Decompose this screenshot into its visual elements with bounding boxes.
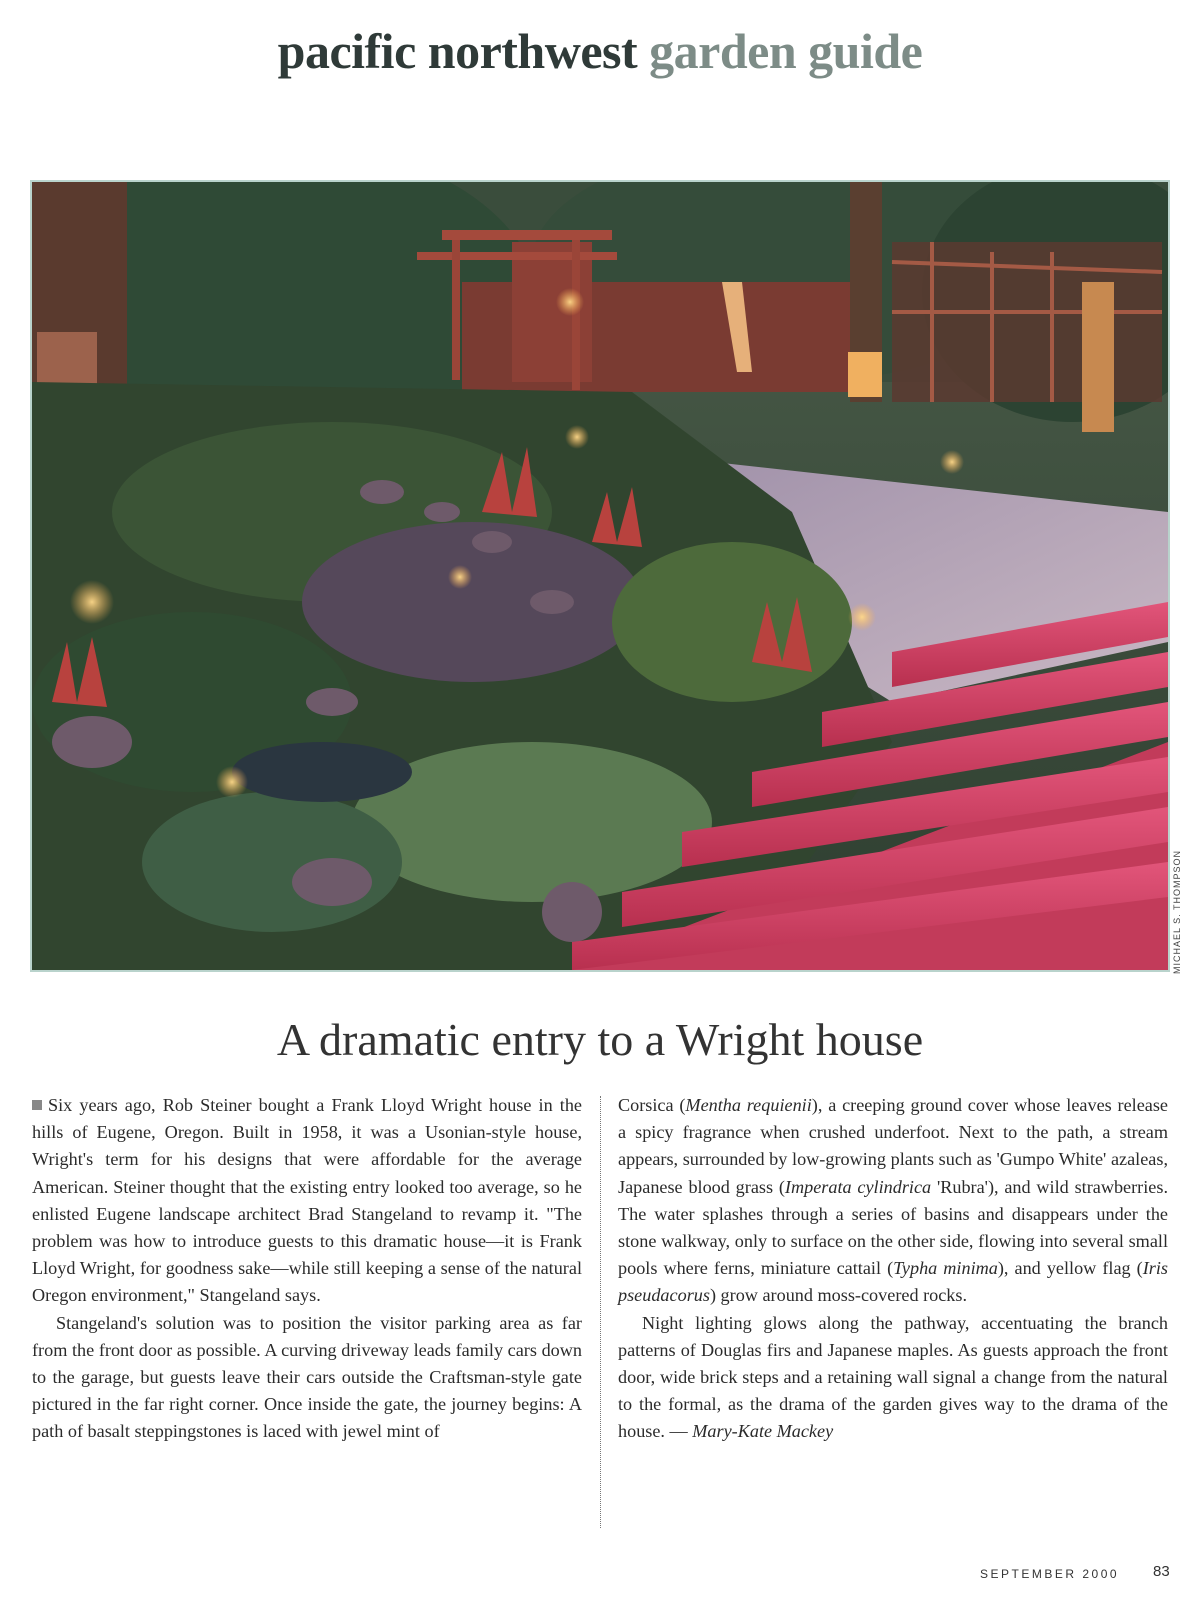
text-run: ), and yellow flag ( xyxy=(997,1258,1143,1279)
section-title-light: garden guide xyxy=(649,23,923,79)
text-run: Corsica ( xyxy=(618,1095,686,1115)
text-run: 'Rubra'), and wild strawberries. The water splashes through a series of basins and disappears under the stone walkway, only to surface on the other side, flowing into several small pools where ferns, miniature cattail ( xyxy=(618,1176,1168,1279)
column-divider xyxy=(600,1096,601,1528)
article-column-left xyxy=(32,1092,582,1446)
article-paragraph xyxy=(618,1092,1168,1310)
magazine-section-title xyxy=(0,22,1200,80)
paragraph-text: Six years ago, Rob Steiner bought a Frank Lloyd Wright house in the hills of Eugene, Oregon. Built in 1958, it was a Usonian-style house, Wright's term for his designs that were affordable for the average American. Steiner thought that the existing entry looked too average, so he enlisted Eugene landscape architect Brad Stangeland to revamp it. "The problem was how to introduce guests to this dramatic house—it is Frank Lloyd Wright, for goodness sake—while still keeping a sense of the natural Oregon environment," Stangeland says. xyxy=(32,1095,582,1306)
issue-date: SEPTEMBER 2000 xyxy=(980,1567,1120,1581)
photo-credit: MICHAEL S. THOMPSON xyxy=(1172,849,1182,974)
text-run: ), a creeping ground cover whose leaves release a spicy fragrance when crushed underfoot. Next to the path, a stream appears, surrounded by low-growing plants such as 'Gumpo White' azaleas, Japanese blood grass ( xyxy=(618,1095,1168,1197)
article-paragraph xyxy=(618,1310,1168,1446)
article-column-right xyxy=(618,1092,1168,1446)
botanical-name: Iris pseudacorus xyxy=(618,1258,1168,1306)
botanical-name: Imperata cylindrica xyxy=(784,1176,932,1197)
article-paragraph: Stangeland's solution was to position the visitor parking area as far from the front door as possible. A curving driveway leads family cars down to the garage, but guests leave their cars outside the Craftsman-style gate pictured in the far right corner. Once inside the gate, the journey begins: A path of basalt steppingstones is laced with jewel mint of xyxy=(32,1312,582,1442)
text-run: Night lighting glows along the pathway, accentuating the branch patterns of Douglas firs and Japanese maples. As guests approach the front door, wide brick steps and a retaining wall signal a change from the natural to the formal, as the drama of the garden gives way to the drama of the house. — xyxy=(618,1312,1168,1442)
page-number: 83 xyxy=(1153,1563,1170,1580)
text-run: ) grow around moss-covered rocks. xyxy=(709,1285,968,1306)
article-headline: A dramatic entry to a Wright house xyxy=(276,1014,924,1065)
section-title-dark: pacific northwest xyxy=(277,23,638,79)
botanical-name: Typha minima xyxy=(893,1258,998,1279)
botanical-name: Mentha requienii xyxy=(685,1095,812,1115)
square-bullet-icon xyxy=(32,1100,42,1110)
author-byline: Mary-Kate Mackey xyxy=(692,1421,834,1442)
article-paragraph xyxy=(32,1092,582,1310)
garden-photo xyxy=(30,180,1170,972)
